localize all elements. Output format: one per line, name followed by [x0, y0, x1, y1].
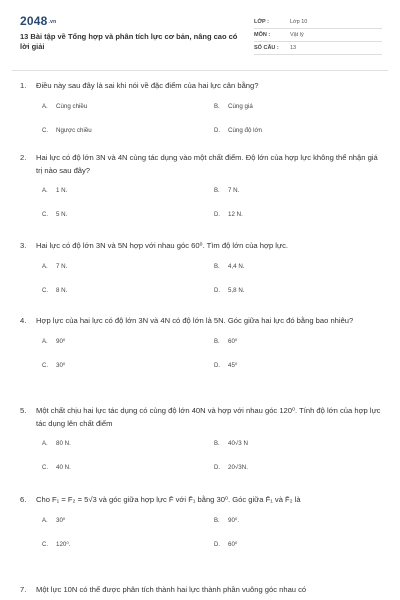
- option-b[interactable]: B. 7 N.: [214, 187, 240, 194]
- option-b[interactable]: B. 4,4 N.: [214, 262, 245, 270]
- question-number: 4.: [20, 316, 27, 325]
- option-list: [42, 337, 382, 373]
- question-3: [20, 240, 382, 298]
- question-1: [20, 80, 382, 138]
- question-text: Hợp lực của hai lực có độ lớn 3N và 4N có độ lớn là 5N. Góc giữa hai lực đó bằng bao nhiêu?: [36, 316, 354, 325]
- option-d[interactable]: D. 45⁰: [214, 361, 238, 369]
- question-number: 3.: [20, 241, 27, 250]
- meta-label: MÔN :: [254, 32, 271, 38]
- meta-table: [254, 16, 382, 55]
- option-list: [42, 186, 382, 222]
- option-c[interactable]: C. 120⁰.: [42, 540, 71, 548]
- meta-row-class: [254, 16, 382, 29]
- option-list: [42, 516, 382, 552]
- question-text: Cho F₁ = F₂ = 5√3 và góc giữa hợp lực F̄ với F̄₁ bằng 30⁰. Góc giữa F̄₁ và F̄₂ là: [36, 495, 301, 504]
- option-b[interactable]: B. 40√3 N: [214, 440, 248, 447]
- question-number: 7.: [20, 585, 27, 594]
- option-b[interactable]: B. Cùng giá: [214, 102, 253, 110]
- option-c[interactable]: C. 30⁰: [42, 361, 66, 369]
- option-c[interactable]: C. 40 N.: [42, 464, 71, 471]
- meta-value: Vật lý: [290, 32, 304, 38]
- meta-label: LỚP :: [254, 19, 269, 25]
- question-number: 6.: [20, 495, 27, 504]
- option-c[interactable]: C. 8 N.: [42, 286, 68, 294]
- option-list: [42, 262, 382, 298]
- question-4: [20, 315, 382, 373]
- option-a[interactable]: A. 7 N.: [42, 262, 68, 270]
- question-text: Điều này sau đây là sai khi nói về đặc điểm của hai lực cân bằng?: [36, 81, 259, 90]
- document-title: 13 Bài tập về Tổng hợp và phân tích lực cơ bản, nâng cao có lời giải: [20, 32, 238, 51]
- meta-label: SỐ CÂU :: [254, 45, 279, 51]
- option-d[interactable]: D. 5,8 N.: [214, 286, 245, 294]
- option-list: [42, 439, 382, 475]
- option-d[interactable]: D. 20√3N.: [214, 464, 248, 471]
- question-2: [20, 152, 382, 222]
- question-text: Hai lực có độ lớn 3N và 4N cùng tác dụng vào một chất điểm. Độ lớn của hợp lực không thể nhận giá trị nào sau đây?: [36, 153, 378, 175]
- option-list: [42, 102, 382, 138]
- question-5: [20, 405, 382, 475]
- meta-value: Lớp 10: [290, 19, 308, 25]
- question-6: [20, 494, 382, 552]
- question-7: [20, 584, 382, 597]
- question-text: Một chất chịu hai lực tác dụng có cùng độ lớn 40N và hợp với nhau góc 120⁰. Tính độ lớn của hợp lực tác dụng lên chất điểm: [36, 406, 381, 428]
- meta-row-subject: [254, 29, 382, 42]
- option-d[interactable]: D. Cùng độ lớn: [214, 126, 262, 134]
- meta-row-count: [254, 42, 382, 55]
- site-logo[interactable]: 2048.vn: [20, 14, 57, 28]
- question-number: 2.: [20, 153, 27, 162]
- option-a[interactable]: A. 30⁰: [42, 516, 66, 524]
- document-header: [20, 14, 382, 60]
- question-number: 1.: [20, 81, 27, 90]
- header-divider: [12, 70, 388, 71]
- option-a[interactable]: A. 1 N.: [42, 187, 68, 194]
- option-c[interactable]: C. Ngược chiều: [42, 126, 92, 134]
- option-d[interactable]: D. 60⁰: [214, 540, 238, 548]
- question-text: Hai lực có độ lớn 3N và 5N hợp với nhau góc 60⁰. Tìm độ lớn của hợp lực.: [36, 241, 288, 250]
- meta-value: 13: [290, 45, 297, 51]
- option-b[interactable]: B. 90⁰.: [214, 516, 240, 524]
- option-b[interactable]: B. 60⁰: [214, 337, 238, 345]
- option-a[interactable]: A. 80 N.: [42, 440, 71, 447]
- question-text: Một lực 10N có thể được phân tích thành hai lực thành phần vuông góc nhau có: [36, 585, 307, 594]
- option-c[interactable]: C. 5 N.: [42, 211, 68, 218]
- question-number: 5.: [20, 406, 27, 415]
- option-a[interactable]: A. Cùng chiều: [42, 102, 88, 110]
- option-d[interactable]: D. 12 N.: [214, 211, 243, 218]
- option-a[interactable]: A. 90⁰: [42, 337, 66, 345]
